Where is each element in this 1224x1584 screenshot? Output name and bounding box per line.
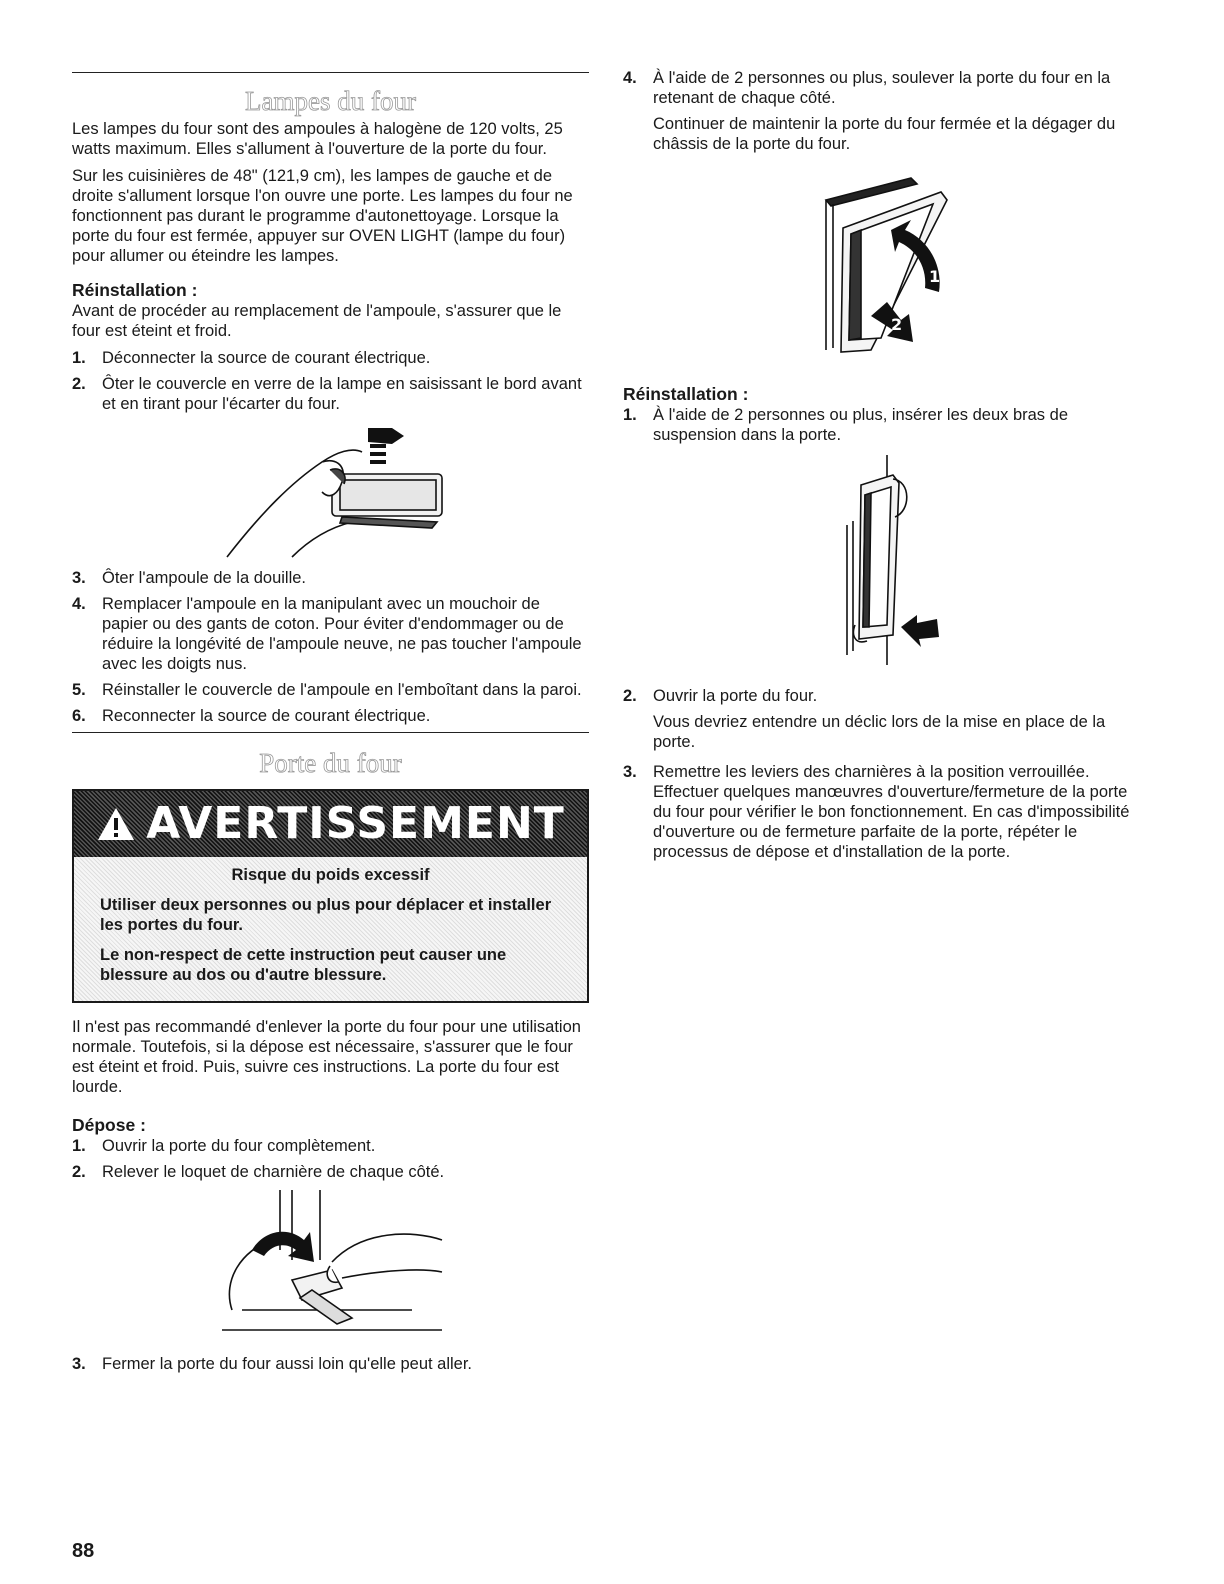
section-rule <box>72 732 589 733</box>
lamps-paragraph-2: Sur les cuisinières de 48" (121,9 cm), les lampes de gauche et de droite s'allument lorsque l'on ouvre une porte. Les lampes du four ne fonctionnent pas durant le programme d'autonettoyage. Lorsque la porte du four est fermée, appuyer sur OVEN LIGHT (lampe du four) pour allumer ou éteindre les lampes. <box>72 167 573 265</box>
reinstall-steps-list <box>623 405 1143 445</box>
section-rule <box>72 72 589 73</box>
list-item: 3. Ôter l'ampoule de la douille. <box>72 569 307 587</box>
reinstall-steps-list-final <box>623 762 1143 862</box>
list-item: 1. Déconnecter la source de courant électrique. <box>72 349 431 367</box>
step2-note: Vous devriez entendre un déclic lors de la mise en place de la porte. <box>653 713 1106 751</box>
warning-box <box>72 789 589 1003</box>
list-item: 4. À l'aide de 2 personnes ou plus, soulever la porte du four en la retenant de chaque côté. <box>623 69 1111 107</box>
curved-arrow-icon <box>252 1232 314 1262</box>
lamps-steps-list <box>72 348 589 414</box>
push-arrow-icon <box>901 615 939 647</box>
list-item: 3. Remettre les leviers des charnières à la position verrouillée. Effectuer quelques manœuvres d'ouverture/fermeture de la porte du four pour vérifier le bon fonctionnement. En cas d'impossibilité d'ouverture ou de fermeture parfaite de la porte, répéter le processus de dépose et d'installation de la porte. <box>623 763 1130 861</box>
list-item: 1. À l'aide de 2 personnes ou plus, insérer les deux bras de suspension dans la porte. <box>623 406 1068 444</box>
list-item: 1. Ouvrir la porte du four complètement. <box>72 1137 376 1155</box>
door-paragraph-1: Il n'est pas recommandé d'enlever la porte du four pour une utilisation normale. Toutefois, si la dépose est nécessaire, s'assurer que le four est éteint et froid. Puis, suivre ces instructions. La porte du four est lourde. <box>72 1018 581 1096</box>
list-item: 4. Remplacer l'ampoule en la manipulant avec un mouchoir de papier ou des gants de coton. Pour éviter d'endommager ou de réduire la longévité de l'ampoule neuve, ne pas toucher l'ampoule avec les doigts nus. <box>72 595 582 673</box>
step4-note: Continuer de maintenir la porte du four fermée et la dégager du châssis de la porte du four. <box>653 115 1116 153</box>
removal-steps-list-continued <box>72 1354 589 1374</box>
figure-number-2: 2 <box>891 315 903 334</box>
lamp-cover-illustration <box>222 422 462 562</box>
removal-steps-list-right <box>623 68 1143 108</box>
lamps-paragraph-1: Les lampes du four sont des ampoules à halogène de 120 volts, 25 watts maximum. Elles s'allument à l'ouverture de la porte du four. <box>72 120 563 158</box>
hanger-arms-illustration <box>841 455 951 670</box>
warning-line-2: Le non-respect de cette instruction peut causer une blessure au dos ou d'autre blessure. <box>100 946 507 984</box>
left-column <box>72 0 589 1380</box>
warning-body <box>74 857 587 1001</box>
door-section-title: Porte du four <box>259 748 402 778</box>
page-number: 88 <box>72 1540 95 1562</box>
list-item: 6. Reconnecter la source de courant électrique. <box>72 707 431 725</box>
figure-number-1: 1 <box>929 267 941 286</box>
lamps-reinstall-intro: Avant de procéder au remplacement de l'ampoule, s'assurer que le four est éteint et froid. <box>72 302 562 340</box>
warning-heading: AVERTISSEMENT <box>146 798 565 849</box>
right-column <box>623 68 1143 868</box>
lamps-reinstall-heading: Réinstallation : <box>72 280 198 300</box>
door-reinstall-heading: Réinstallation : <box>623 384 749 404</box>
hinge-latch-illustration <box>212 1190 452 1340</box>
list-item: 5. Réinstaller le couvercle de l'ampoule en l'emboîtant dans la paroi. <box>72 681 582 699</box>
warning-risk: Risque du poids excessif <box>231 866 430 884</box>
lamps-section-title: Lampes du four <box>245 86 416 116</box>
door-lift-illustration <box>821 170 971 360</box>
list-item: 2. Ôter le couvercle en verre de la lampe en saisissant le bord avant et en tirant pour l'écarter du four. <box>72 375 582 413</box>
warning-line-1: Utiliser deux personnes ou plus pour déplacer et installer les portes du four. <box>100 896 552 934</box>
list-item: 2. Relever le loquet de charnière de chaque côté. <box>72 1163 445 1181</box>
list-item: 2. Ouvrir la porte du four. <box>623 687 818 705</box>
warning-header <box>74 791 587 857</box>
removal-steps-list <box>72 1136 589 1182</box>
arrow-icon <box>368 428 404 464</box>
reinstall-steps-list-continued <box>623 686 1143 706</box>
list-item: 3. Fermer la porte du four aussi loin qu'elle peut aller. <box>72 1355 473 1373</box>
door-removal-heading: Dépose : <box>72 1115 146 1135</box>
lamps-steps-list-continued <box>72 568 589 726</box>
warning-triangle-icon <box>96 806 136 842</box>
